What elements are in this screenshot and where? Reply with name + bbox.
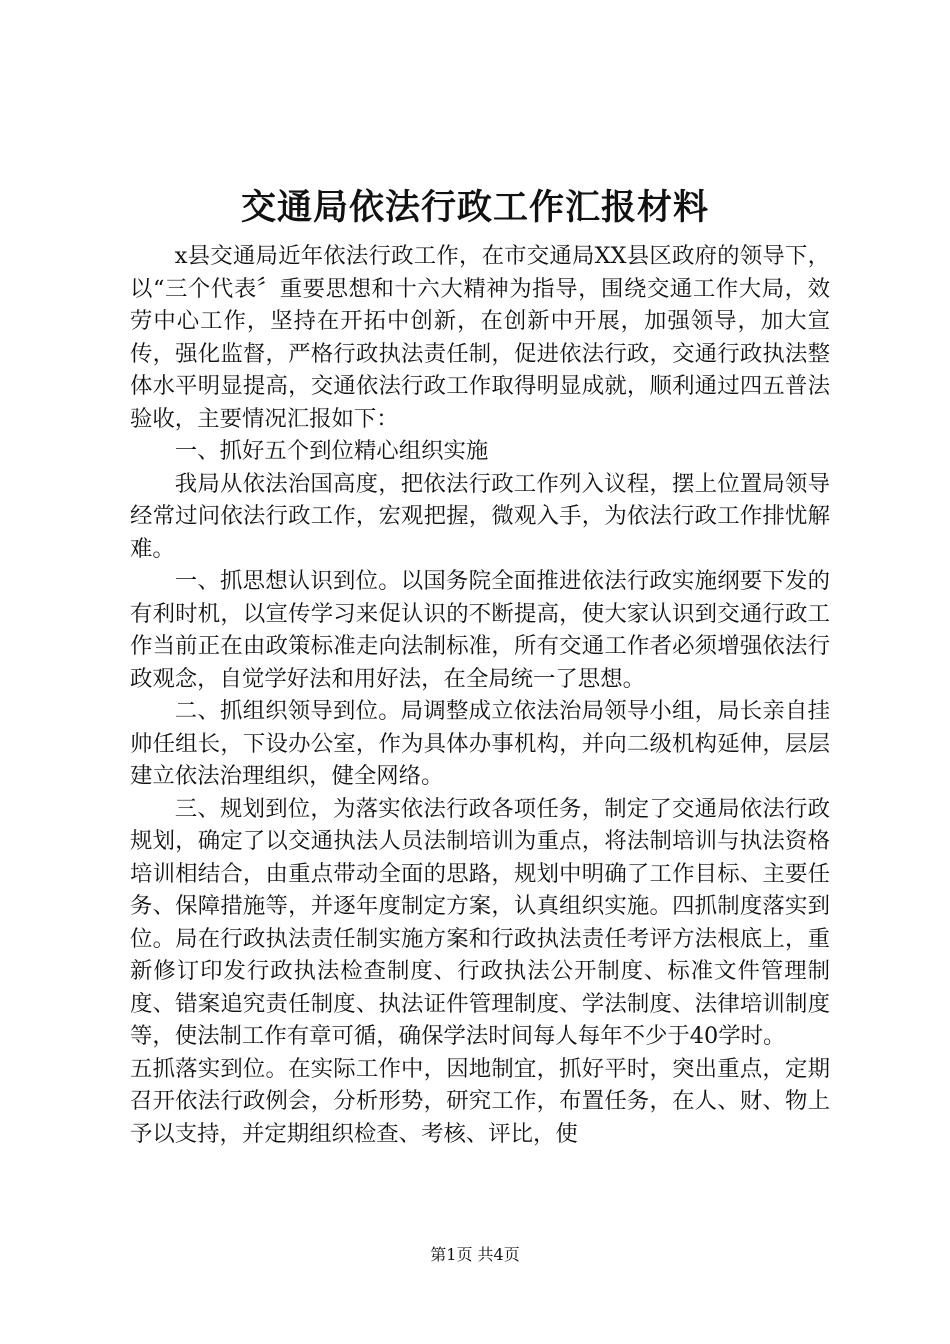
page-footer: 第1页 共4页	[430, 1245, 520, 1264]
document-body	[130, 240, 830, 1150]
paragraph-point-5: 五抓落实到位。在实际工作中，因地制宜，抓好平时，突出重点，定期召开依法行政例会，分析形势，研究工作，布置任务，在人、财、物上予以支持，并定期组织检查、考核、评比，使	[130, 1055, 830, 1147]
document-title: 交通局依法行政工作汇报材料	[240, 187, 709, 228]
paragraph-overview: 我局从依法治国高度，把依法行政工作列入议程，摆上位置局领导经常过问依法行政工作，宏观把握，微观入手，为依法行政工作排忧解难。	[130, 470, 830, 562]
section-heading: 一、抓好五个到位精心组织实施	[174, 438, 489, 464]
paragraph-point-3-4: 三、规划到位，为落实依法行政各项任务，制定了交通局依法行政规划，确定了以交通执法人员法制培训为重点，将法制培训与执法资格培训相结合，由重点带动全面的思路，规划中明确了工作目标、主要任务、保障措施等，并逐年度制定方案，认真组织实施。四抓制度落实到位。局在行政执法责任制实施方案和行政执法责任考评方法根底上，重新修订印发行政执法检查制度、行政执法公开制度、标准文件管理制度、错案追究责任制度、执法证件管理制度、学法制度、法律培训制度等，使法制工作有章可循，确保学法时间每人每年不少于40学时。	[130, 795, 830, 1049]
paragraph-point-2: 二、抓组织领导到位。局调整成立依法治局领导小组，局长亲自挂帅任组长，下设办公室，作为具体办事机构，并向二级机构延伸，层层建立依法治理组织，健全网络。	[130, 698, 830, 789]
paragraph-point-1: 一、抓思想认识到位。以国务院全面推进依法行政实施纲要下发的有利时机，以宣传学习来促认识的不断提高，使大家认识到交通行政工作当前正在由政策标准走向法制标准，所有交通工作者必须增强依法行政观念，自觉学好法和用好法，在全局统一了思想。	[130, 568, 830, 692]
paragraph-intro: x县交通局近年依法行政工作，在市交通局XX县区政府的领导下，以“三个代表〞重要思想和十六大精神为指导，围绕交通工作大局，效劳中心工作，坚持在开拓中创新，在创新中开展，加强领导，加大宣传，强化监督，严格行政执法责任制，促进依法行政，交通行政执法整体水平明显提高，交通依法行政工作取得明显成就，顺利通过四五普法验收，主要情况汇报如下：	[130, 243, 830, 432]
